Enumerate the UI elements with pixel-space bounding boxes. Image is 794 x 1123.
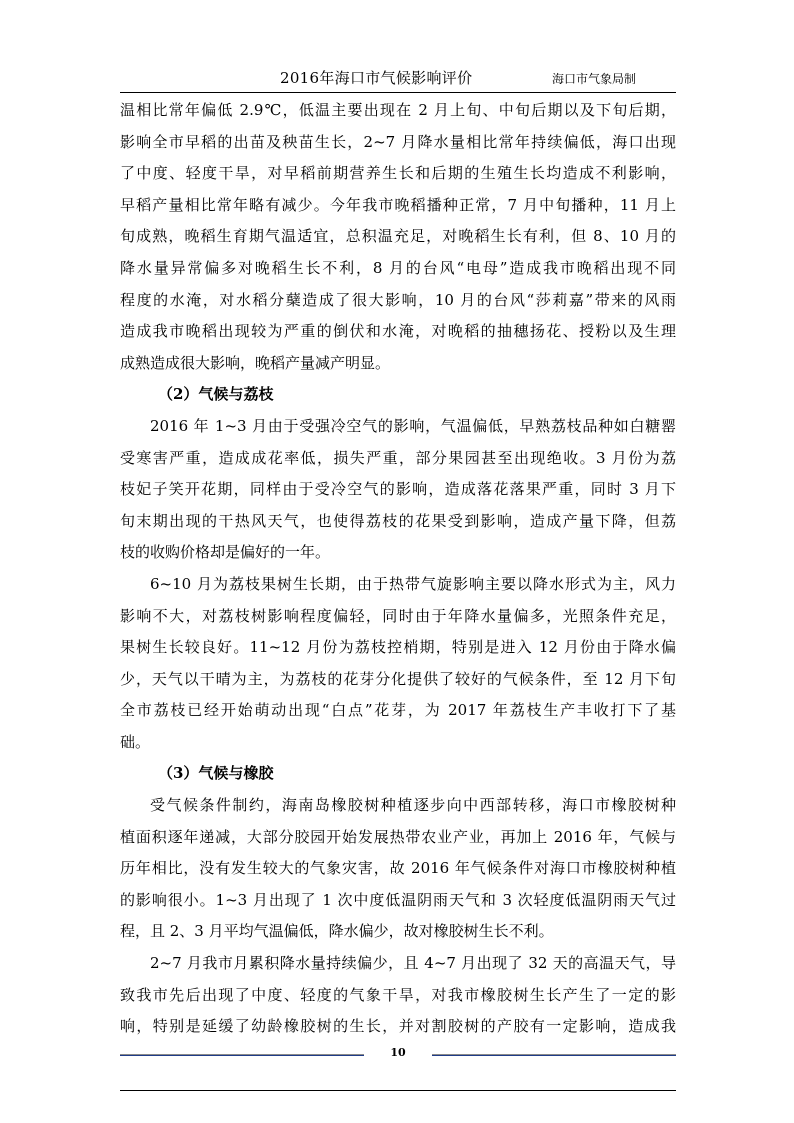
text-line: 枝妃子笑开花期，同样由于受冷空气的影响，造成落花落果严重，同时 3 月下	[120, 480, 676, 499]
text-line: 受寒害严重，造成成花率低，损失严重，部分果园甚至出现绝收。3 月份为荔	[120, 448, 676, 467]
text-line: 2016 年 1~3 月由于受强冷空气的影响，气温偏低，早熟荔枝品种如白糖罂	[150, 416, 676, 435]
text-line: 成熟造成很大影响，晚稻产量减产明显。	[120, 353, 391, 372]
page-header	[120, 66, 676, 93]
footer-rule-left	[120, 1054, 364, 1056]
text-line: 造成我市晚稻出现较为严重的倒伏和水淹，对晚稻的抽穗扬花、授粉以及生理	[120, 322, 676, 341]
text-line: 2~7 月我市月累积降水量持续偏少，且 4~7 月出现了 32 天的高温天气，导	[150, 954, 676, 973]
paragraph-rice-continued	[120, 95, 676, 379]
page-number: 10	[390, 1046, 406, 1059]
text-line: 础。	[120, 732, 151, 751]
page-footer	[120, 1046, 676, 1066]
section-heading-rubber: （3）气候与橡胶	[158, 764, 274, 783]
text-line: 温相比常年偏低 2.9℃，低温主要出现在 2 月上旬、中旬后期以及下旬后期，	[120, 101, 676, 119]
text-line: 历年相比，没有发生较大的气象灾害，故 2016 年气候条件对海口市橡胶树种植	[120, 859, 676, 878]
footer-rule-right	[432, 1054, 676, 1056]
document-body	[120, 95, 676, 1043]
header-org: 海口市气象局制	[552, 72, 637, 86]
paragraph-lychee-2	[120, 569, 676, 759]
paragraph-rubber-2	[120, 948, 676, 1043]
section-heading-lychee: （2）气候与荔枝	[158, 385, 274, 404]
text-line: 降水量异常偏多对晚稻生长不利，8 月的台风“电母”造成我市晚稻出现不同	[120, 258, 676, 277]
text-line: 程，且 2、3 月平均气温偏低，降水偏少，故对橡胶树生长不利。	[120, 922, 554, 941]
text-line: 受气候条件制约，海南岛橡胶树种植逐步向中西部转移，海口市橡胶树种	[150, 796, 676, 815]
text-line: 早稻产量相比常年略有减少。今年我市晚稻播种正常，7 月中旬播种，11 月上	[120, 195, 676, 214]
text-line: 少，天气以干晴为主，为荔枝的花芽分化提供了较好的气候条件，至 12 月下旬	[120, 669, 676, 688]
text-line: 旬末期出现的干热风天气，也使得荔枝的花果受到影响，造成产量下降，但荔	[120, 511, 676, 530]
text-line: 植面积逐年递减，大部分胶园开始发展热带农业产业，再加上 2016 年，气候与	[120, 827, 676, 846]
bottom-divider	[120, 1090, 676, 1091]
text-line: 旬成熟，晚稻生育期气温适宜，总积温充足，对晚稻生长有利，但 8、10 月的	[120, 227, 676, 246]
text-line: 枝的收购价格却是偏好的一年。	[120, 543, 331, 562]
text-line: 程度的水淹，对水稻分蘖造成了很大影响，10 月的台风“莎莉嘉”带来的风雨	[120, 290, 676, 309]
text-line: 影响全市早稻的出苗及秧苗生长，2~7 月降水量相比常年持续偏低，海口出现	[120, 132, 676, 151]
text-line: 果树生长较良好。11~12 月份为荔枝控梢期，特别是进入 12 月份由于降水偏	[120, 638, 676, 657]
header-title: 2016年海口市气候影响评价	[280, 69, 473, 87]
paragraph-rubber-1	[120, 790, 676, 948]
text-line: 了中度、轻度干旱，对早稻前期营养生长和后期的生殖生长均造成不利影响，	[120, 164, 676, 183]
text-line: 影响不大，对荔枝树影响程度偏轻，同时由于年降水量偏多，光照条件充足，	[120, 606, 676, 625]
text-line: 6~10 月为荔枝果树生长期，由于热带气旋影响主要以降水形式为主，风力	[150, 574, 676, 593]
text-line: 的影响很小。1~3 月出现了 1 次中度低温阴雨天气和 3 次轻度低温阴雨天气过	[120, 890, 676, 909]
text-line: 响，特别是延缓了幼龄橡胶树的生长，并对割胶树的产胶有一定影响，造成我	[120, 1017, 676, 1036]
text-line: 致我市先后出现了中度、轻度的气象干旱，对我市橡胶树生长产生了一定的影	[120, 985, 676, 1004]
text-line: 全市荔枝已经开始萌动出现“白点”花芽，为 2017 年荔枝生产丰收打下了基	[120, 701, 676, 720]
paragraph-lychee-1	[120, 411, 676, 569]
